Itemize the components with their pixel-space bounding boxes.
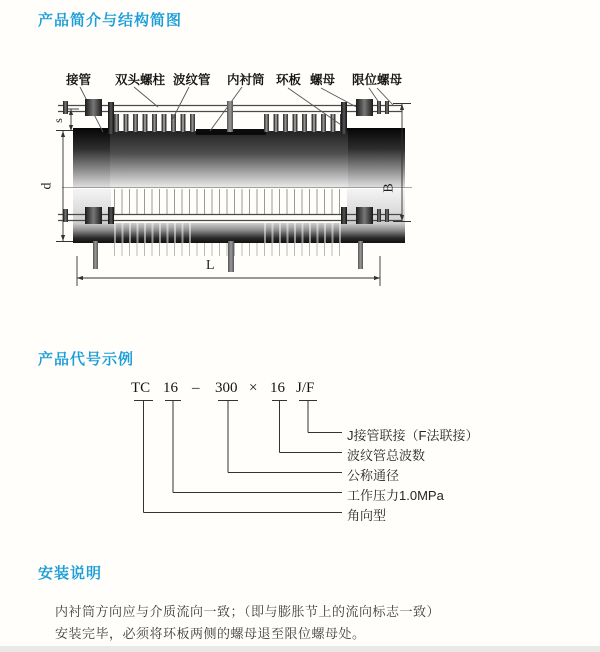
install-note-1: 内衬筒方向应与介质流向一致；（即与膨胀节上的流向标志一致） [55, 604, 441, 619]
callout-diameter: 公称通径 [347, 468, 400, 483]
nut-block-bottom-left [85, 207, 102, 224]
code-token-times: × [249, 380, 258, 396]
callout-type: 角向型 [347, 508, 387, 523]
part-label-huanban: 环板 [276, 73, 302, 87]
dim-label-d: d [39, 182, 55, 190]
right-end-pipe [347, 128, 405, 188]
code-token-waves: 16 [270, 380, 285, 396]
limit-nut-bottom-right-1 [377, 209, 381, 222]
section-title-code: 产品代号示例 [38, 351, 135, 368]
limit-nut-top-left [63, 101, 68, 114]
section-title-install: 安装说明 [38, 565, 103, 582]
part-label-bowenguan: 波纹管 [173, 73, 211, 87]
code-callout-lines [134, 401, 342, 513]
part-label-luomu: 螺母 [310, 73, 336, 87]
dim-label-s: s [50, 118, 65, 123]
ring-plate-left-top [108, 102, 114, 134]
section-title-intro: 产品简介与结构简图 [38, 12, 183, 29]
nut-block-top-left [85, 99, 102, 116]
bellows-outline-lower [114, 189, 341, 214]
code-token-connection: J/F [296, 380, 315, 396]
dim-label-B: B [381, 183, 397, 193]
part-label-shuangtouluozhu: 双头螺柱 [115, 73, 166, 87]
code-token-diameter: 300 [215, 380, 238, 396]
bellows-fins-left [114, 114, 196, 132]
center-stud-top [227, 101, 233, 132]
limit-nut-bottom-left [63, 209, 68, 222]
left-end-pipe [73, 128, 111, 188]
band-stripes-left [114, 223, 196, 243]
bellows-fins-right [264, 114, 341, 132]
limit-nut-bottom-right-2 [385, 209, 389, 222]
callout-pressure: 工作压力1.0MPa [347, 488, 444, 503]
band-stripes-right [264, 223, 341, 243]
nut-block-bottom-right [356, 207, 373, 224]
install-note-2: 安装完毕，必须将环板两侧的螺母退至限位螺母处。 [55, 626, 366, 641]
callout-connection: J接管联接（F法联接） [347, 428, 479, 443]
dim-label-L: L [206, 258, 215, 273]
ring-plate-right-bottom [341, 207, 347, 224]
bellows-shell [110, 131, 348, 188]
page-bottom-strip [0, 646, 600, 652]
limit-nut-top-right-2 [385, 101, 389, 114]
code-token-type: TC [131, 380, 151, 396]
hanging-stud-right [358, 241, 363, 269]
ring-plate-left-bottom [108, 207, 114, 224]
code-token-dash: – [192, 380, 200, 396]
part-label-jieguan: 接管 [66, 73, 92, 87]
hanging-stud-left [93, 241, 98, 269]
code-token-pressure: 16 [163, 380, 178, 396]
part-label-xianweiluomu: 限位螺母 [352, 73, 403, 87]
nut-block-top-right [356, 99, 373, 116]
part-label-neichentong: 内衬筒 [227, 73, 265, 87]
ring-plate-right-top [341, 102, 347, 134]
hanging-stud-center [228, 241, 234, 272]
limit-nut-top-right-1 [377, 101, 381, 114]
callout-waves: 波纹管总波数 [347, 448, 426, 463]
